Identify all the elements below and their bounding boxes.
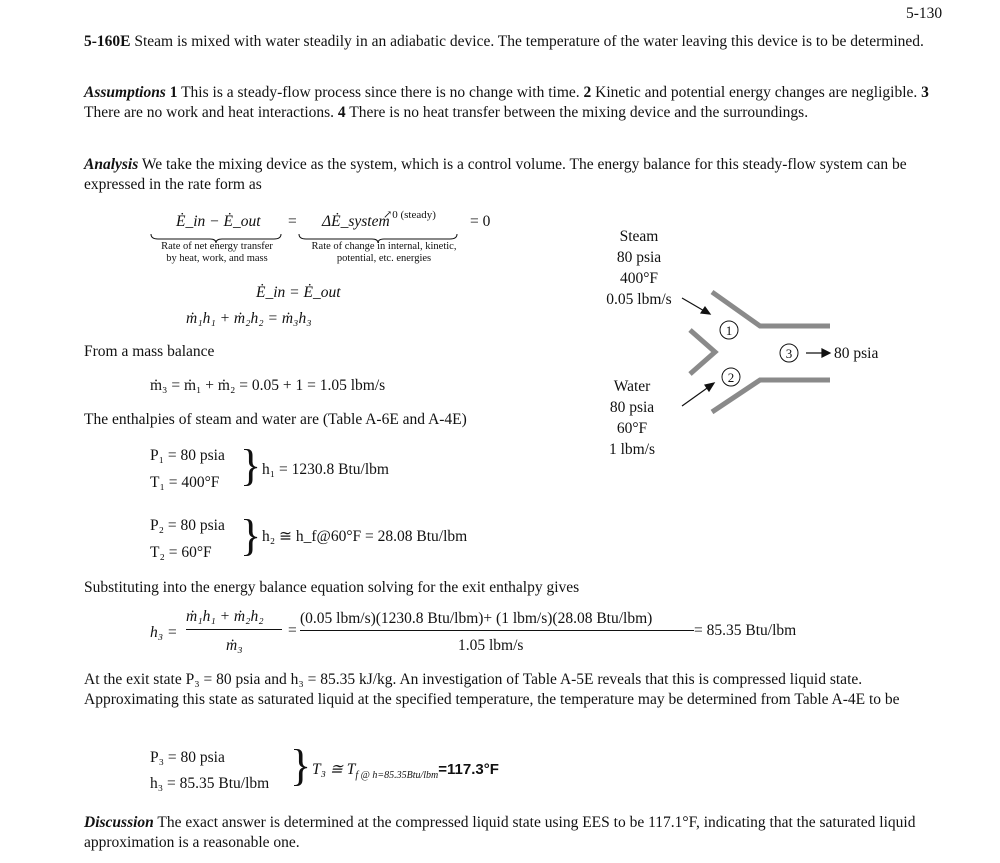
lhs-caption (146, 241, 288, 265)
assumption-text: Kinetic and potential energy changes are negligible. (591, 84, 918, 101)
state2-pressure: P₂ = 80 psia (150, 517, 225, 534)
assumption-text: There is no heat transfer between the mixing device and the surroundings. (345, 104, 809, 121)
steam-label-line: 400°F (619, 270, 659, 287)
water-label-line: 60°F (616, 420, 648, 437)
exit-brace: } (290, 741, 312, 790)
analysis-heading: Analysis (84, 156, 139, 173)
problem-text: Steam is mixed with water steadily in an adiabatic device. The temperature of the water leaving this device is to be determined. (130, 33, 924, 50)
state1-pressure: P₁ = 80 psia (150, 447, 225, 464)
assumption-text: There are no work and heat interactions. (84, 104, 335, 121)
water-arrow (682, 386, 710, 406)
water-arrowhead (705, 383, 714, 391)
mass-balance-equation: ṁ₃ = ṁ₁ + ṁ₂ = 0.05 + 1 = 1.05 lbm/s (150, 377, 386, 394)
page-number: 5-130 (906, 5, 943, 22)
fraction-numerator: ṁ₁h₁ + ṁ₂h₂ (186, 608, 264, 625)
state1-result: h₁ = 1230.8 Btu/lbm (262, 461, 389, 478)
discussion-text: The exact answer is determined at the compressed liquid state using EES to be 117.1°F, indicating that the saturated liquid approximation is a reasonable one. (84, 814, 916, 851)
substitution-equals: = (288, 622, 297, 639)
substitution-intro: Substituting into the energy balance equation solving for the exit enthalpy gives (84, 579, 580, 596)
water-label-line: 80 psia (609, 399, 655, 416)
steam-label-line: 0.05 lbm/s (606, 291, 672, 308)
center-wedge (690, 330, 715, 374)
energy-balance-line3: ṁ₁h₁ + ṁ₂h₂ = ṁ₃h₃ (186, 310, 312, 327)
steady-note: ↗0 (steady) (383, 209, 436, 221)
exit-result (312, 760, 499, 786)
state2-temperature: T₂ = 60°F (150, 544, 212, 561)
discussion-paragraph (84, 813, 946, 853)
exit-state-paragraph: At the exit state P₃ = 80 psia and h₃ = 85.35 kJ/kg. An investigation of Table A-5E reveals that this is compressed liquid state. Approximating this state as saturated liquid at the specified temperature, the temperature may be determined from Table A-4E to be (84, 671, 900, 708)
state2-result: h₂ ≅ h_f@60°F = 28.08 Btu/lbm (262, 528, 468, 545)
mixing-chamber-walls (690, 292, 830, 412)
fraction-bar (186, 629, 282, 630)
rhs-caption (296, 241, 472, 265)
assumptions-heading: Assumptions (84, 84, 166, 101)
lhs-caption-line: by heat, work, and mass (166, 253, 268, 264)
values-numerator: (0.05 lbm/s)(1230.8 Btu/lbm)+ (1 lbm/s)(28.08 Btu/lbm) (300, 610, 653, 627)
exit-result-subscript: f @ h=85.35Btu/lbm (355, 770, 439, 782)
lhs-caption-line: Rate of net energy transfer (161, 241, 273, 252)
water-label-line: Water (613, 378, 651, 395)
energy-balance-zero: = 0 (470, 213, 491, 230)
values-fraction-bar (300, 630, 694, 631)
water-inlet-label (596, 376, 668, 460)
state2-brace: } (240, 511, 262, 560)
steam-label-line: 80 psia (616, 249, 662, 266)
flow-arrows (682, 298, 830, 406)
assumption-number: 1 (165, 84, 178, 101)
energy-balance-equals: = (288, 213, 297, 230)
water-label-line: 1 lbm/s (608, 441, 656, 458)
exit-enthalpy: h₃ = 85.35 Btu/lbm (150, 775, 270, 792)
analysis-text: We take the mixing device as the system, which is a control volume. The energy balance for this steady-flow system can be expressed in the rate form as (84, 156, 907, 193)
energy-balance-rhs: ΔĖ_system (322, 213, 390, 230)
assumption-number: 2 (579, 84, 592, 101)
mass-balance-intro: From a mass balance (84, 343, 215, 360)
assumptions-paragraph (84, 83, 946, 123)
steam-label-line: Steam (619, 228, 659, 245)
assumption-text: This is a steady-flow process since there is no change with time. (177, 84, 580, 101)
fraction-denominator: ṁ₃ (226, 637, 243, 654)
rhs-caption-line: potential, etc. energies (336, 253, 432, 264)
problem-number: 5-160E (84, 33, 131, 50)
substitution-lhs: h₃ = (150, 624, 178, 641)
substitution-result: = 85.35 Btu/lbm (694, 622, 797, 639)
assumption-number: 4 (334, 104, 346, 121)
exit-pressure: P₃ = 80 psia (150, 749, 225, 766)
assumption-number: 3 (917, 84, 929, 101)
outlet3-number: 3 (785, 346, 793, 361)
exit-pressure-label: 80 psia (834, 345, 879, 362)
inlet2-number: 2 (727, 370, 735, 385)
analysis-paragraph (84, 155, 946, 195)
discussion-heading: Discussion (84, 814, 154, 831)
enthalpies-intro: The enthalpies of steam and water are (Table A-6E and A-4E) (84, 411, 467, 428)
energy-balance-lhs: Ė_in − Ė_out (176, 213, 261, 230)
exit-arrowhead (822, 349, 830, 357)
rhs-caption-line: Rate of change in internal, kinetic, (311, 241, 457, 252)
inlet1-number: 1 (725, 323, 733, 338)
state1-temperature: T₁ = 400°F (150, 474, 220, 491)
state1-brace: } (240, 441, 262, 490)
problem-statement (84, 32, 946, 52)
values-denominator: 1.05 lbm/s (458, 637, 524, 654)
steam-arrowhead (701, 307, 710, 314)
energy-balance-line2: Ė_in = Ė_out (256, 284, 341, 301)
exit-result-value: =117.3°F (438, 761, 499, 778)
exit-result-lhs: T₃ ≅ T (312, 761, 356, 778)
